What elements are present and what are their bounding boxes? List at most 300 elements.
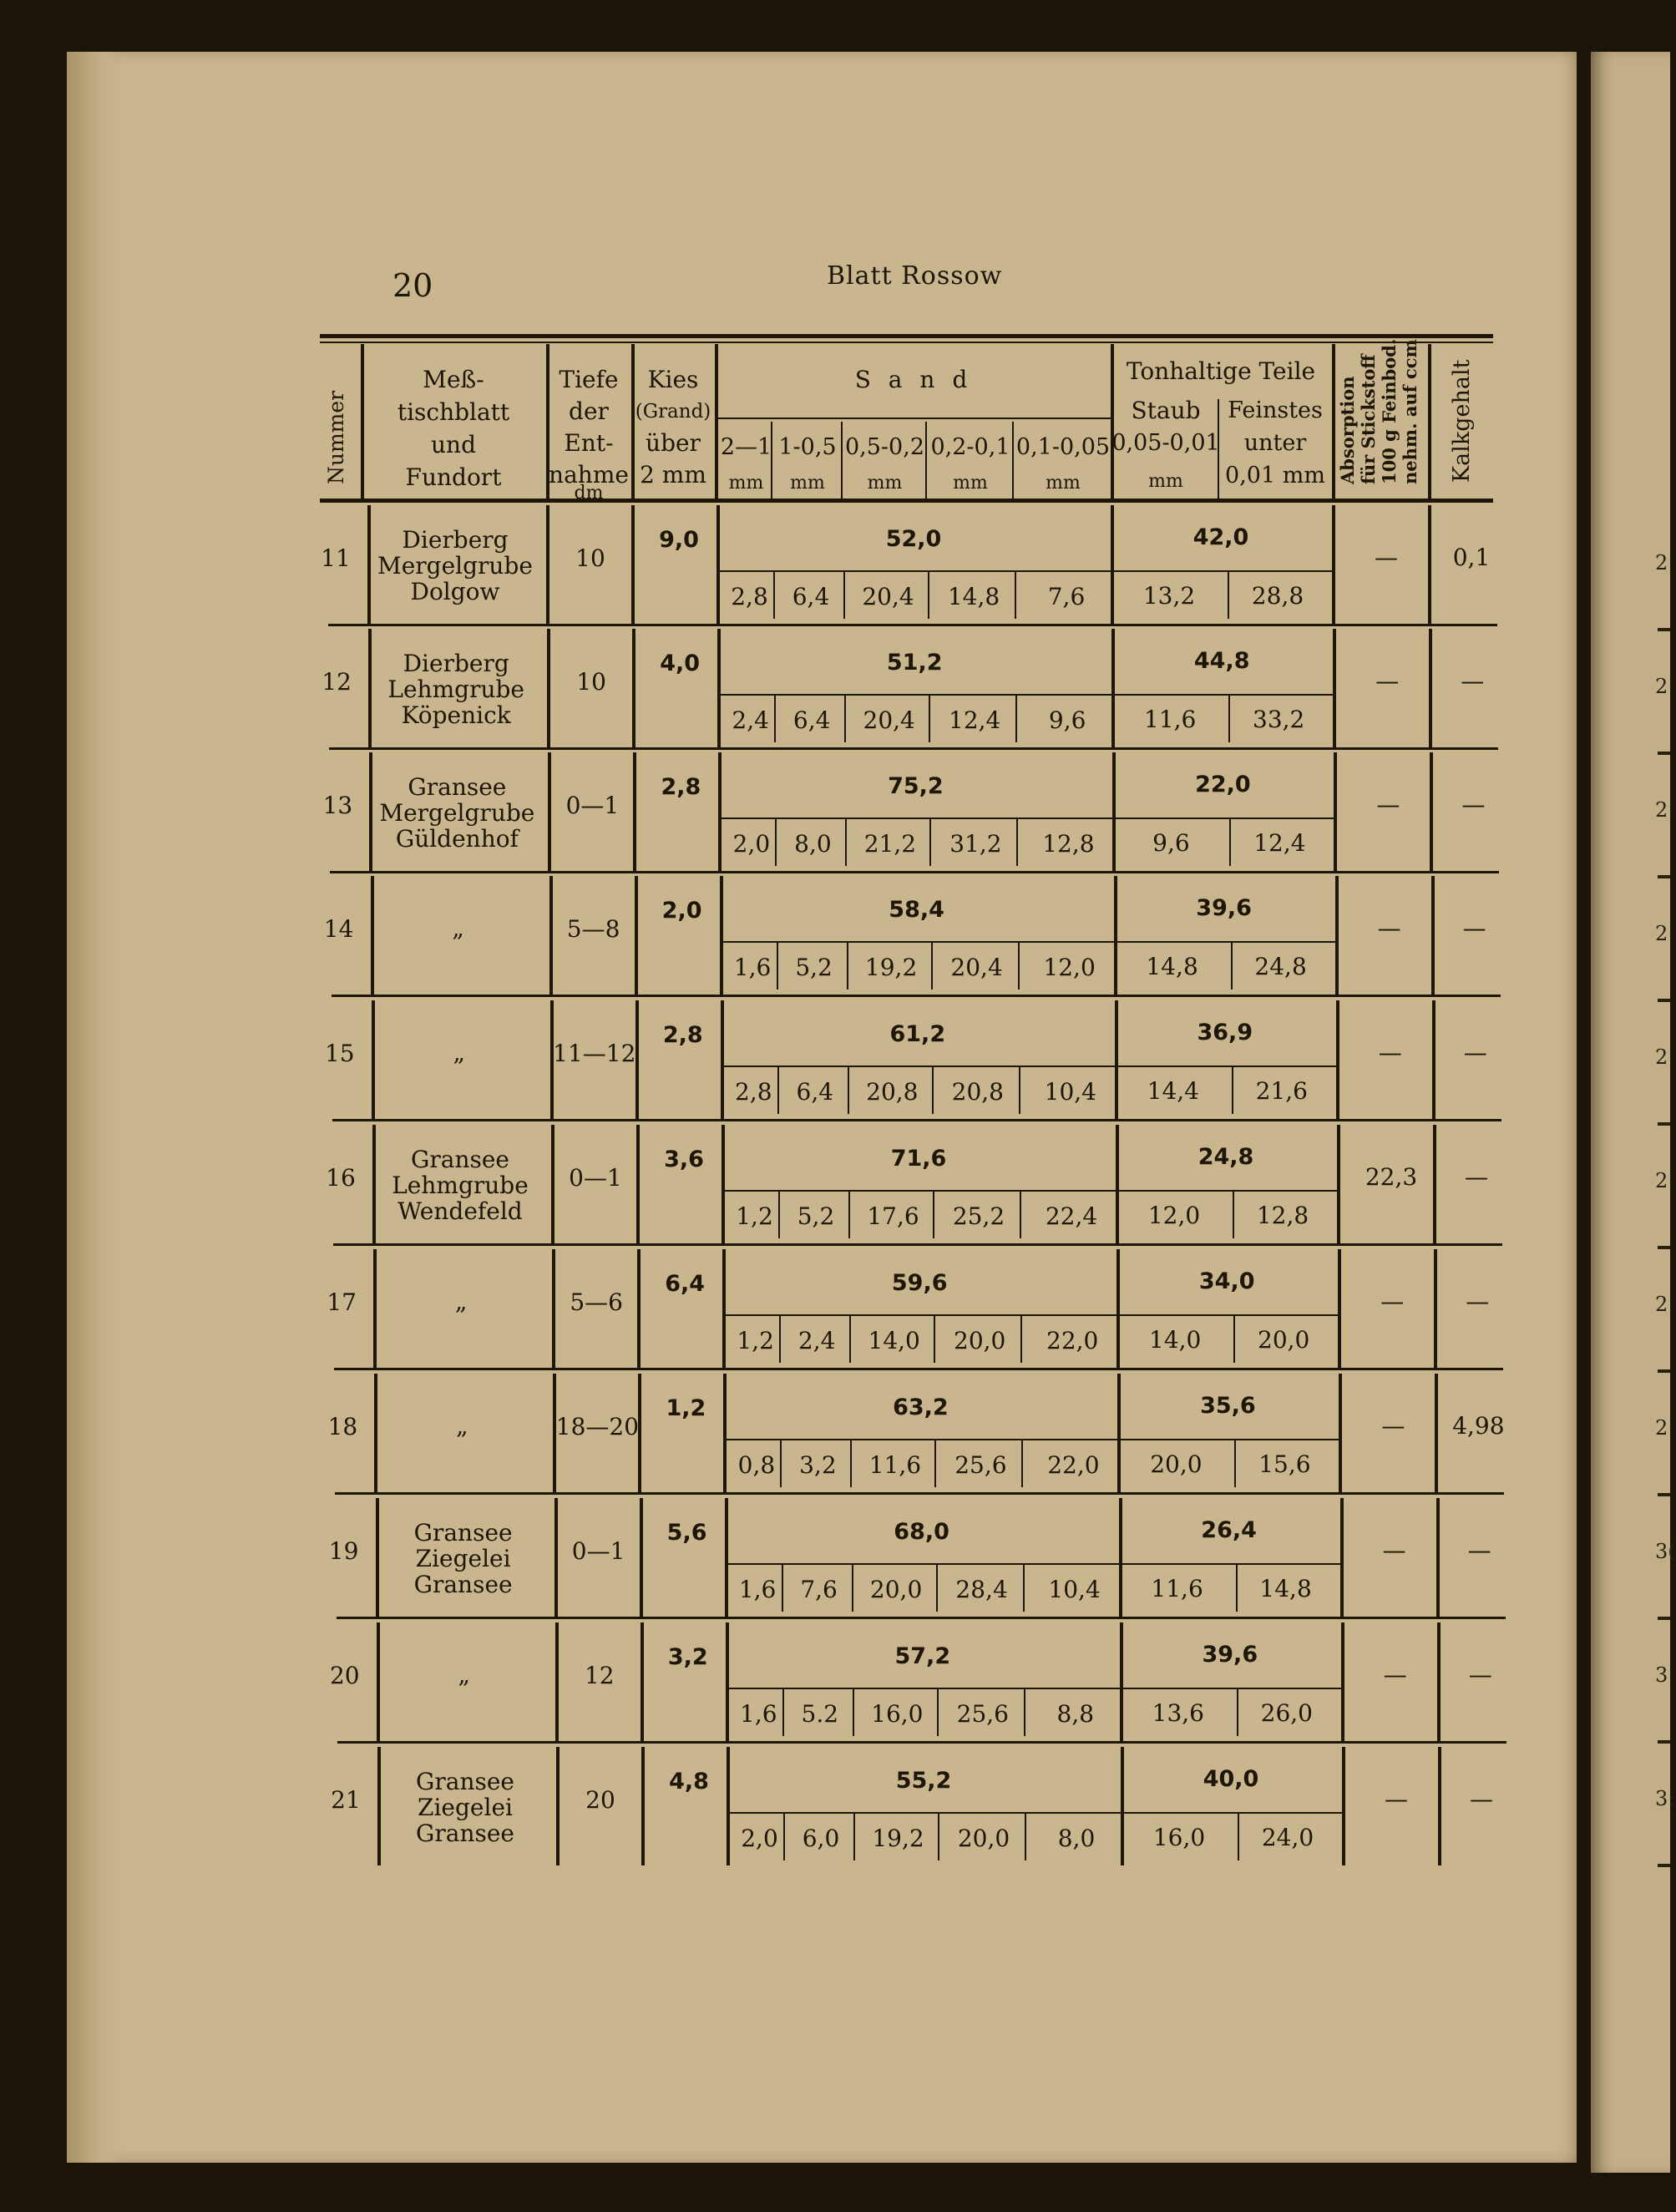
row-column-divider [1433, 1125, 1436, 1243]
header-column-divider [1111, 344, 1114, 499]
row-sand-fraction: 20,4 [863, 706, 915, 734]
row-inner-rule [724, 1066, 1339, 1067]
row-sand-fraction: 2,0 [741, 1825, 778, 1852]
header-column-divider [361, 344, 364, 499]
row-column-divider [1333, 629, 1336, 747]
row-sand-fraction: 7,6 [1047, 583, 1086, 610]
header-sand-unit: mm [1046, 473, 1081, 494]
row-feinstes: 12,8 [1256, 1202, 1309, 1229]
row-column-divider [723, 1374, 727, 1492]
row-column-divider [1429, 629, 1432, 747]
row-sand-fraction: 17,6 [867, 1202, 919, 1230]
row-sand-divider [777, 1067, 779, 1114]
row-sand-fraction: 5.2 [801, 1700, 839, 1728]
row-column-divider [549, 876, 553, 995]
row-fundort-line: „ [452, 914, 464, 942]
row-nummer: 15 [324, 1040, 355, 1067]
row-nummer: 20 [329, 1662, 360, 1689]
row-ton-total: 40,0 [1203, 1766, 1259, 1792]
row-sand-fraction: 20,4 [950, 954, 1003, 981]
adjacent-page-number: 2 [1655, 1169, 1668, 1192]
header-feinstes-line: unter [1243, 430, 1307, 456]
row-sand-divider [853, 1689, 854, 1736]
page-number: 20 [392, 267, 433, 304]
row-separator [332, 995, 1501, 997]
row-sand-divider [775, 819, 777, 866]
row-sand-divider [777, 943, 778, 990]
row-column-divider [1336, 1000, 1339, 1119]
row-inner-rule [728, 1563, 1344, 1565]
row-sand-divider [848, 1192, 850, 1238]
header-column-divider [1332, 344, 1335, 499]
row-inner-rule [720, 570, 1335, 572]
row-sand-fraction: 3,2 [799, 1451, 837, 1479]
row-column-divider [367, 505, 371, 624]
row-column-divider [1337, 1125, 1340, 1243]
row-column-divider [368, 629, 372, 747]
row-sand-divider [849, 1316, 851, 1363]
row-sand-fraction: 1,2 [736, 1202, 773, 1230]
row-sand-fraction: 25,6 [956, 1700, 1009, 1728]
row-feinstes: 33,2 [1253, 706, 1305, 733]
row-sand-fraction: 12,0 [1043, 954, 1096, 981]
adjacent-page-number: 3: [1655, 1787, 1675, 1810]
row-separator [328, 624, 1497, 626]
row-sand-divider [778, 1192, 780, 1238]
row-column-divider [1114, 876, 1117, 995]
row-sand-fraction: 12,4 [949, 706, 1001, 734]
row-fundort [458, 1662, 471, 1688]
row-sand-fraction: 31,2 [949, 830, 1002, 858]
header-column-divider [1428, 344, 1431, 499]
row-ton-total: 42,0 [1192, 524, 1249, 550]
row-sand-divider [1025, 1814, 1026, 1860]
row-nummer: 16 [326, 1164, 356, 1192]
row-sand-fraction: 22,4 [1045, 1202, 1098, 1230]
row-feinstes: 14,8 [1259, 1575, 1312, 1602]
row-ton-divider [1233, 1316, 1235, 1363]
row-sand-total: 63,2 [893, 1395, 949, 1420]
row-column-divider [1121, 1747, 1124, 1865]
row-tiefe: 5—6 [570, 1288, 624, 1316]
adjacent-page-rule [1658, 752, 1670, 755]
header-tiefe-line: der [569, 397, 609, 425]
header-absorption-line: für Stickstoff [1358, 354, 1379, 484]
header-tiefe-unit: dm [574, 483, 604, 504]
header-absorption-line: 100 g Feinbod. [1379, 338, 1400, 484]
adjacent-page-rule [1658, 1864, 1670, 1867]
row-staub: 11,6 [1151, 1575, 1203, 1602]
row-sand-fraction: 25,2 [952, 1202, 1005, 1230]
row-column-divider [1438, 1747, 1441, 1865]
row-sand-fraction: 12,8 [1042, 830, 1095, 858]
adjacent-page-number: 2 [1655, 1045, 1668, 1069]
row-nummer: 11 [321, 544, 351, 572]
row-fundort-line: Dierberg [403, 650, 509, 677]
row-column-divider [1119, 1498, 1122, 1617]
row-absorption: — [1380, 1288, 1405, 1315]
row-kies: 2,8 [661, 774, 701, 800]
row-absorption: — [1381, 1412, 1405, 1440]
row-column-divider [716, 505, 720, 624]
row-fundort-line: Gransee [416, 1768, 514, 1795]
row-sand-total: 59,6 [891, 1270, 948, 1296]
row-sand-fraction: 20,0 [869, 1576, 923, 1603]
row-kies: 3,2 [667, 1644, 708, 1670]
header-messtischblatt [397, 363, 509, 494]
row-column-divider [546, 505, 549, 624]
row-column-divider [554, 1498, 558, 1617]
row-ton-divider [1237, 1689, 1238, 1736]
row-ton-divider [1228, 572, 1229, 619]
row-column-divider [556, 1747, 560, 1865]
row-column-divider [1430, 752, 1433, 871]
row-sand-fraction: 1,6 [738, 1576, 777, 1603]
row-column-divider [1338, 1249, 1341, 1368]
row-column-divider [373, 1249, 377, 1368]
adjacent-page-rule [1658, 1617, 1670, 1620]
row-column-divider [1436, 1498, 1440, 1617]
row-sand-fraction: 19,2 [872, 1825, 924, 1852]
row-ton-total: 35,6 [1200, 1393, 1256, 1419]
row-nummer: 13 [322, 792, 353, 819]
row-sand-fraction: 2,4 [797, 1327, 836, 1354]
page-title: Blatt Rossow [827, 261, 1003, 291]
row-sand-divider [937, 1689, 939, 1736]
row-sand-divider [852, 1565, 853, 1612]
row-separator [335, 1492, 1504, 1495]
adjacent-page-number: 2 [1655, 551, 1668, 575]
row-inner-rule [721, 694, 1336, 696]
adjacent-page-rule [1658, 1493, 1670, 1496]
row-column-divider [371, 876, 374, 995]
row-sand-divider [932, 1067, 934, 1114]
row-sand-divider [936, 1565, 938, 1612]
row-ton-divider [1236, 1565, 1238, 1612]
row-sand-fraction: 6,4 [796, 1078, 834, 1106]
row-feinstes: 26,0 [1260, 1699, 1313, 1727]
row-kalkgehalt: — [1470, 1785, 1493, 1813]
header-sand-fraction: 2—1 [720, 434, 772, 460]
row-kalkgehalt: — [1467, 1536, 1491, 1564]
row-kies: 4,8 [669, 1769, 709, 1794]
row-sand-divider [1015, 572, 1016, 619]
row-sand-fraction: 22,0 [1046, 1327, 1099, 1354]
row-sand-divider [1018, 943, 1020, 990]
row-kies: 1,2 [666, 1395, 706, 1421]
header-feinstes-line: 0,01 mm [1225, 463, 1325, 488]
row-sand-divider [847, 943, 848, 990]
header-tiefe-line: Tiefe [559, 366, 619, 393]
row-kies: 2,8 [662, 1022, 703, 1048]
header-sand: S a n d [854, 366, 973, 393]
row-sand-fraction: 0,8 [737, 1451, 776, 1479]
row-column-divider [633, 752, 636, 871]
row-column-divider [551, 1125, 554, 1243]
row-sand-total: 57,2 [894, 1643, 951, 1669]
row-column-divider [637, 1249, 641, 1368]
row-sand-divider [929, 819, 931, 866]
row-ton-total: 26,4 [1201, 1517, 1257, 1543]
row-ton-total: 44,8 [1193, 648, 1250, 674]
row-sand-divider [934, 1316, 935, 1363]
row-separator [329, 747, 1498, 750]
row-ton-divider [1229, 819, 1231, 866]
row-kalkgehalt: — [1466, 1288, 1490, 1315]
row-column-divider [641, 1622, 644, 1741]
adjacent-page-number: 2 [1655, 1416, 1668, 1440]
row-column-divider [1117, 1374, 1121, 1492]
row-nummer: 19 [328, 1537, 359, 1565]
row-fundort [392, 1146, 529, 1224]
row-tiefe: 20 [585, 1786, 615, 1814]
row-kies: 9,0 [659, 527, 699, 553]
row-fundort [379, 774, 534, 852]
header-tiefe-line: Ent- [564, 429, 614, 457]
row-column-divider [631, 505, 635, 624]
row-sand-fraction: 11,6 [868, 1451, 922, 1479]
row-inner-rule [727, 1439, 1342, 1440]
row-ton-total: 34,0 [1198, 1268, 1255, 1294]
row-sand-divider [853, 1814, 855, 1860]
row-ton-divider [1238, 1814, 1239, 1860]
row-column-divider [1111, 629, 1115, 747]
row-column-divider [1111, 505, 1114, 624]
row-sand-fraction: 22,0 [1047, 1451, 1100, 1479]
row-sand-fraction: 10,4 [1044, 1078, 1096, 1106]
row-tiefe: 5—8 [566, 915, 620, 943]
row-nummer: 17 [327, 1288, 357, 1316]
header-absorption-line: Absorption [1337, 376, 1358, 484]
row-sand-divider [929, 696, 930, 742]
row-sand-fraction: 5,2 [797, 1202, 835, 1230]
row-sand-total: 75,2 [888, 773, 944, 799]
row-absorption: — [1375, 667, 1400, 695]
row-absorption: — [1378, 1039, 1402, 1066]
row-sand-fraction: 7,6 [800, 1576, 838, 1603]
row-sand-divider [783, 1814, 785, 1860]
header-bottom-rule [320, 499, 1493, 503]
row-column-divider [1428, 505, 1431, 624]
row-inner-rule [729, 1688, 1344, 1689]
header-kalkgehalt: Kalkgehalt [1449, 359, 1475, 483]
row-kalkgehalt: 0,1 [1452, 544, 1491, 571]
header-kies [635, 364, 711, 491]
row-column-divider [1335, 876, 1339, 995]
row-column-divider [1334, 752, 1337, 871]
adjacent-page-number: 2 [1655, 922, 1668, 945]
row-staub: 20,0 [1150, 1450, 1203, 1478]
row-staub: 14,0 [1149, 1326, 1202, 1354]
row-sand-total: 55,2 [895, 1768, 952, 1794]
row-sand-divider [843, 572, 845, 619]
row-sand-fraction: 2,0 [732, 830, 771, 858]
row-feinstes: 21,6 [1255, 1077, 1308, 1105]
row-nummer: 12 [322, 668, 352, 696]
row-column-divider [640, 1498, 643, 1617]
row-inner-rule [730, 1812, 1345, 1814]
row-sand-divider [1020, 1192, 1021, 1238]
header-sand-fraction: 0,5-0,2 [844, 434, 925, 460]
row-column-divider [1342, 1747, 1345, 1865]
row-sand-fraction: 6,4 [792, 706, 831, 734]
row-column-divider [721, 1000, 724, 1119]
row-fundort-line: „ [456, 1412, 468, 1440]
row-staub: 16,0 [1152, 1824, 1206, 1851]
row-separator [333, 1243, 1502, 1246]
header-tonhaltige: Tonhaltige Teile [1126, 357, 1316, 385]
row-tiefe: 0—1 [565, 792, 620, 819]
row-sand-fraction: 25,6 [954, 1451, 1007, 1479]
row-sand-total: 58,4 [889, 897, 944, 923]
row-tiefe: 12 [584, 1662, 615, 1689]
row-kalkgehalt: — [1468, 1661, 1492, 1688]
row-kalkgehalt: 4,98 [1452, 1412, 1505, 1440]
row-sand-divider [782, 1565, 783, 1612]
header-messtischblatt-line: Fundort [405, 463, 502, 491]
row-ton-total: 22,0 [1195, 772, 1251, 797]
row-sand-total: 61,2 [889, 1021, 946, 1047]
row-absorption: — [1382, 1536, 1406, 1564]
row-fundort [455, 1288, 468, 1314]
row-staub: 12,0 [1147, 1202, 1201, 1229]
row-column-divider [377, 1622, 380, 1741]
row-sand-divider [848, 1067, 849, 1114]
row-fundort-line: Lehmgrube [387, 676, 524, 703]
header-sand-unit: mm [867, 473, 903, 494]
row-sand-fraction: 20,8 [866, 1078, 919, 1106]
header-sand-unit: mm [790, 473, 825, 494]
row-fundort-line: Ziegelei [418, 1794, 513, 1821]
row-column-divider [1341, 1622, 1344, 1741]
row-sand-total: 68,0 [894, 1519, 949, 1545]
header-column-divider [715, 344, 718, 499]
header-sand-fraction: 0,1-0,05 [1015, 434, 1111, 460]
row-tiefe: 0—1 [571, 1537, 625, 1565]
row-fundort [456, 1413, 468, 1439]
row-sand-fraction: 20,0 [957, 1825, 1010, 1852]
row-sand-fraction: 28,4 [955, 1576, 1008, 1603]
row-column-divider [1112, 752, 1116, 871]
adjacent-page-number: 3 [1655, 1663, 1668, 1687]
row-sand-fraction: 21,2 [863, 830, 917, 858]
row-column-divider [726, 1622, 729, 1741]
row-column-divider [374, 1374, 377, 1492]
row-separator [334, 1368, 1503, 1370]
row-ton-divider [1232, 1067, 1233, 1114]
row-staub: 13,2 [1142, 582, 1196, 610]
header-messtischblatt-line: Meß- [423, 366, 484, 393]
header-kies-line: Kies [647, 366, 699, 393]
row-separator [337, 1741, 1506, 1744]
row-tiefe: 0—1 [569, 1164, 622, 1192]
row-column-divider [377, 1747, 381, 1865]
row-sand-total: 51,2 [886, 650, 943, 676]
row-sand-fraction: 20,8 [951, 1078, 1004, 1106]
row-sand-divider [931, 943, 933, 990]
adjacent-page-rule [1658, 1740, 1670, 1744]
row-absorption: — [1376, 791, 1400, 818]
row-inner-rule [722, 817, 1337, 819]
row-column-divider [369, 752, 372, 871]
row-fundort-line: Gransee [408, 773, 507, 801]
row-absorption: — [1375, 544, 1398, 571]
row-tiefe: 10 [576, 668, 607, 696]
row-kalkgehalt: — [1465, 1163, 1488, 1191]
row-kalkgehalt: — [1462, 914, 1486, 942]
row-fundort [387, 650, 524, 728]
row-sand-fraction: 19,2 [864, 954, 918, 981]
row-staub: 14,4 [1147, 1077, 1199, 1105]
row-sand-divider [1023, 1565, 1025, 1612]
row-sand-divider [779, 1316, 781, 1363]
row-column-divider [1115, 1000, 1118, 1119]
row-fundort-line: Gransee [413, 1519, 513, 1546]
row-sand-fraction: 16,0 [871, 1700, 924, 1728]
row-fundort-line: Güldenhof [395, 825, 519, 853]
adjacent-page-number: 2 [1655, 798, 1668, 822]
row-ton-total: 39,6 [1196, 895, 1252, 921]
row-column-divider [1432, 1000, 1435, 1119]
header-staub-range: 0,05-0,01 [1111, 430, 1220, 456]
row-sand-divider [1015, 696, 1017, 742]
row-sand-fraction: 9,6 [1048, 706, 1086, 734]
row-sand-divider [938, 1814, 939, 1860]
row-tiefe: 10 [575, 544, 605, 572]
header-tiefe-line: nahme [549, 461, 629, 488]
row-separator [337, 1617, 1506, 1619]
row-sand-divider [773, 572, 775, 619]
row-ton-total: 24,8 [1198, 1144, 1254, 1170]
row-kalkgehalt: — [1461, 667, 1485, 695]
row-nummer: 18 [327, 1413, 358, 1440]
row-column-divider [727, 1747, 730, 1865]
sand-fraction-divider [841, 422, 843, 499]
row-fundort-line: Mergelgrube [379, 799, 535, 827]
header-feinstes-line: Feinstes [1228, 397, 1323, 423]
row-sand-divider [934, 1440, 936, 1487]
header-sand-unit: mm [953, 473, 988, 494]
row-nummer: 21 [331, 1786, 361, 1814]
adjacent-page-rule [1658, 628, 1670, 631]
row-fundort [414, 1520, 513, 1597]
row-sand-divider [844, 696, 846, 742]
row-sand-fraction: 14,8 [947, 583, 1000, 610]
row-column-divider [1339, 1374, 1342, 1492]
row-inner-rule [723, 941, 1339, 943]
row-kies: 3,6 [664, 1146, 704, 1172]
row-sand-total: 52,0 [885, 526, 942, 552]
row-sand-divider [1024, 1689, 1025, 1736]
row-ton-total: 39,6 [1202, 1642, 1258, 1668]
row-kies: 6,4 [665, 1271, 706, 1297]
row-sand-fraction: 8,0 [794, 830, 832, 858]
row-column-divider [636, 1125, 640, 1243]
row-column-divider [1116, 1125, 1119, 1243]
header-kies-line: 2 mm [640, 461, 706, 488]
header-staub-unit: mm [1148, 471, 1183, 492]
row-fundort [377, 527, 533, 605]
adjacent-page-number: 2 [1655, 1293, 1668, 1316]
row-inner-rule [725, 1190, 1340, 1192]
row-nummer: 14 [323, 915, 354, 943]
row-column-divider [547, 629, 550, 747]
row-column-divider [722, 1249, 726, 1368]
book-spine [67, 52, 125, 2163]
row-sand-divider [780, 1440, 782, 1487]
adjacent-page-rule [1658, 1122, 1670, 1126]
row-separator [332, 1119, 1501, 1121]
